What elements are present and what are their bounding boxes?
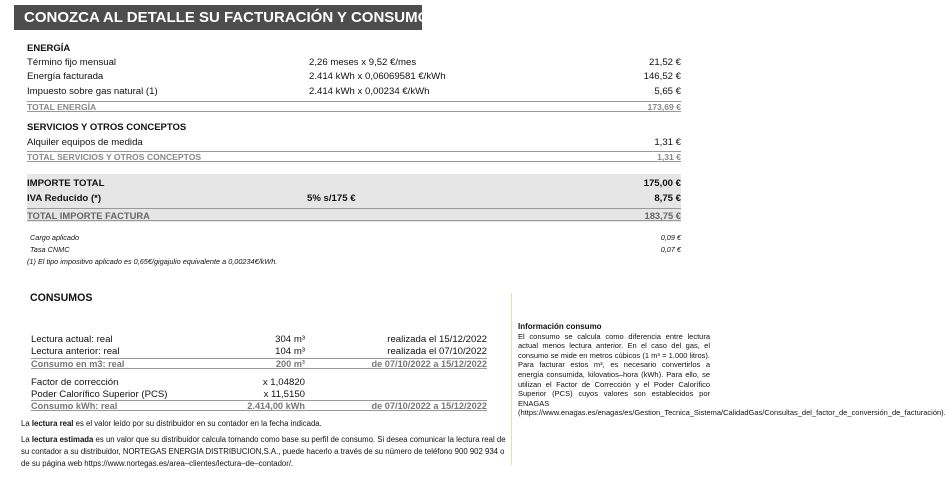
row-label: Impuesto sobre gas natural (1) bbox=[27, 86, 158, 97]
row-amount: 1,31 € bbox=[654, 137, 681, 148]
lectura-value: 104 m³ bbox=[275, 346, 305, 357]
factura-amount: 183,75 € bbox=[644, 210, 681, 221]
cargo-value: 0,09 € bbox=[660, 233, 681, 242]
paragraph-lectura-real bbox=[21, 418, 511, 430]
lectura-value: 304 m³ bbox=[275, 334, 305, 345]
para-bold: lectura real bbox=[31, 419, 74, 428]
factor-value: x 1,04820 bbox=[262, 377, 305, 388]
consumo-label: Consumo kWh: real bbox=[31, 401, 118, 411]
lectura-date: realizada el 07/10/2022 bbox=[387, 346, 487, 357]
row-amount: 146,52 € bbox=[643, 71, 681, 82]
row-amount: 5,65 € bbox=[654, 86, 681, 97]
total-amount: 1,31 € bbox=[657, 152, 681, 162]
row-calc: 2,26 meses x 9,52 €/mes bbox=[309, 57, 417, 68]
info-text: El consumo se calcula como diferencia entre lectura actual menos lectura anterior. En el caso del gas, el consumo se mide en metros cúbicos (1 m³ = 1.000 litros). Para facturar estos m³, es necesario convertirlos a energía consumida, kilovatios–hora (kWh). Para ello, se utilizan el Factor de Corrección y el Poder Calorífico Superior (PCS) cuyos valores son establecidos por ENAGAS (https://www.enagas.es/enagas/es/Gestion_Tecnica_Sistema/CalidadGas/Consultas_del_factor_de_conversión_de_facturación). bbox=[518, 331, 946, 418]
lectura-anterior bbox=[31, 346, 487, 357]
para-text: La bbox=[21, 435, 32, 444]
lectura-label: Lectura anterior: real bbox=[31, 346, 120, 357]
factor-label: Factor de corrección bbox=[31, 377, 119, 388]
iva-calc: 5% s/175 € bbox=[307, 193, 356, 204]
cargo-label: Cargo aplicado bbox=[30, 233, 80, 242]
tasa-value: 0,07 € bbox=[660, 245, 681, 254]
para-text: es el valor leído por su distribuidor en su contador en la fecha indicada. bbox=[73, 419, 322, 428]
pcs-value: x 11,5150 bbox=[263, 389, 305, 400]
consumo-kwh bbox=[31, 400, 487, 411]
row-alquiler bbox=[27, 137, 681, 149]
iva-label: IVA Reducido (*) bbox=[27, 193, 102, 204]
row-calc: 2.414 kWh x 0,00234 €/kWh bbox=[309, 86, 430, 97]
tasa-cnmc bbox=[27, 244, 681, 255]
total-label: TOTAL ENERGÍA bbox=[27, 102, 97, 112]
row-impuesto-gas bbox=[27, 86, 681, 98]
pcs-label: Poder Calorífico Superior (PCS) bbox=[31, 389, 168, 400]
factura-label: TOTAL IMPORTE FACTURA bbox=[27, 210, 150, 221]
consumo-period: de 07/10/2022 a 15/12/2022 bbox=[371, 401, 487, 411]
importe-label: IMPORTE TOTAL bbox=[27, 178, 105, 189]
footnote-text: (1) El tipo impositivo aplicado es 0,65€/gigajulio equivalente a 0,00234€/kWh. bbox=[27, 257, 278, 266]
factor-correccion bbox=[31, 377, 487, 388]
row-label: Energía facturada bbox=[27, 71, 104, 82]
paragraph-lectura-estimada bbox=[21, 434, 511, 470]
para-text: es un valor que su distribuidor calcula tomando como base su perfil de consumo. Si desea comunicar la lectura real de su contador a su distribuidor, NORTEGAS ENERGIA DISTRIBUCION,S.A., puede hacerlo a través de su número de teléfono 900 902 934 o de su página web https://www.nortegas.es/area–clientes/lectura–de–contador/. bbox=[21, 435, 506, 468]
total-label: TOTAL SERVICIOS Y OTROS CONCEPTOS bbox=[27, 152, 202, 162]
row-calc: 2.414 kWh x 0,06069581 €/kWh bbox=[309, 71, 446, 82]
consumo-period: de 07/10/2022 a 15/12/2022 bbox=[371, 359, 487, 369]
total-servicios bbox=[27, 151, 681, 162]
lectura-label: Lectura actual: real bbox=[31, 334, 113, 345]
para-text: La bbox=[21, 419, 32, 428]
importe-total bbox=[27, 177, 681, 191]
row-label: Término fijo mensual bbox=[27, 57, 117, 68]
tasa-label: Tasa CNMC bbox=[30, 245, 70, 254]
consumos-title: CONSUMOS bbox=[30, 292, 93, 304]
para-bold: lectura estimada bbox=[31, 435, 94, 444]
info-title: Información consumo bbox=[518, 322, 602, 331]
info-divider bbox=[511, 293, 512, 465]
lectura-actual bbox=[31, 334, 487, 345]
pcs bbox=[31, 389, 487, 400]
row-label: Alquiler equipos de medida bbox=[27, 137, 143, 148]
iva-row bbox=[27, 192, 681, 206]
iva-amount: 8,75 € bbox=[654, 193, 681, 204]
footnote bbox=[27, 256, 681, 267]
servicios-title: SERVICIOS Y OTROS CONCEPTOS bbox=[27, 122, 187, 133]
consumo-value: 2.414,00 kWh bbox=[247, 401, 305, 411]
energia-title: ENERGÍA bbox=[27, 43, 71, 54]
row-energia-facturada bbox=[27, 71, 681, 83]
consumo-label: Consumo en m3: real bbox=[31, 359, 125, 369]
cargo-aplicado bbox=[27, 232, 681, 243]
section-header: CONOZCA AL DETALLE SU FACTURACIÓN Y CONSUMOS bbox=[14, 5, 422, 30]
total-amount: 173,69 € bbox=[647, 102, 681, 112]
row-termino-fijo bbox=[27, 57, 681, 69]
total-importe-factura bbox=[27, 208, 681, 221]
info-consumo bbox=[518, 322, 946, 418]
consumo-value: 200 m³ bbox=[275, 359, 305, 369]
consumo-m3 bbox=[31, 358, 487, 369]
total-energia bbox=[27, 101, 681, 112]
row-amount: 21,52 € bbox=[648, 57, 681, 68]
importe-amount: 175,00 € bbox=[643, 178, 681, 189]
lectura-date: realizada el 15/12/2022 bbox=[387, 334, 487, 345]
